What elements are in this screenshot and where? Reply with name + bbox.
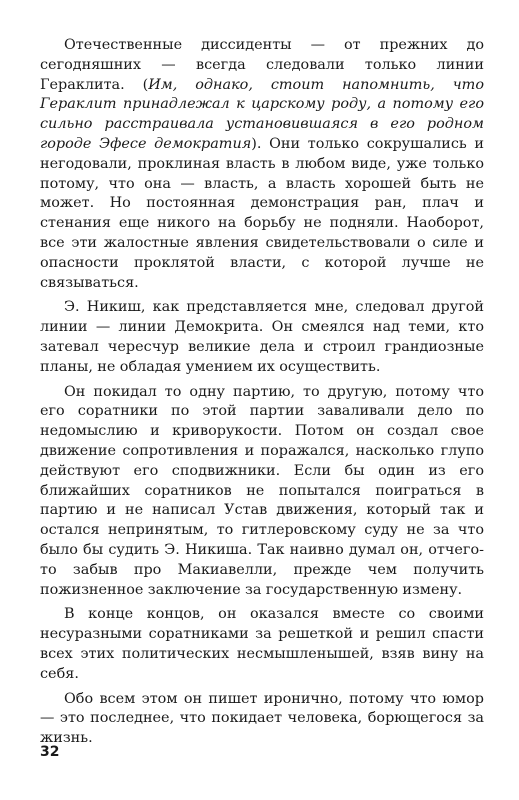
- paragraph-3: [40, 383, 484, 601]
- paragraph-5-text: Обо всем этом он пишет иронично, потому что юмор — это последнее, что покидает человека, борющегося за жизнь.: [40, 690, 484, 747]
- paragraph-1-part-1: Отечественные диссиденты — от прежних до сегодняшних — всегда следовали только линии Гераклита. (: [40, 37, 484, 93]
- paragraph-2: [40, 298, 484, 377]
- paragraph-2-text: Э. Никиш, как представляется мне, следовал другой линии — линии Демокрита. Он смеялся над теми, кто затевал чересчур великие дела и строил грандиозные планы, не обладая умением их осуществить.: [40, 299, 484, 375]
- paragraph-1-part-3: ). Они только сокрушались и негодовали, проклиная власть в любом виде, уже только потому, что она — власть, а власть хорошей быть не может. Но постоянная демонстрация ран, плач и стенания еще никого на борьбу не подняли. Наоборот, все эти жалостные явления свидетельствовали о силе и опасности проклятой власти, с которой лучше не связываться.: [40, 135, 484, 291]
- paragraph-4-text: В конце концов, он оказался вместе со своими несуразными соратниками за решеткой и решил спасти всех этих политических несмышленышей, взяв вину на себя.: [40, 606, 484, 682]
- paragraph-3-text: Он покидал то одну партию, то другую, потому что его соратники по этой партии заваливали дело по недомыслию и криворукости. Потом он создал свое движение сопротивления и поражался, насколько глупо действуют его сподвижники. Если бы один из его ближайших соратников не попытался поиграться в партию и не написал Устав движения, который так и остался непринятым, то гитлеровскому суду не за что было бы судить Э. Никиша. Так наивно думал он, отчего-то забыв про Макиавелли, прежде чем получить пожизненное заключение за государственную измену.: [40, 383, 484, 598]
- paragraph-4: [40, 605, 484, 684]
- page-number: 32: [40, 744, 60, 760]
- paragraph-1: [40, 36, 484, 293]
- paragraph-5: [40, 690, 484, 749]
- paragraph-1-italic-aside: Им, однако, стоит напомнить, что Гераклит принадлежал к царскому роду, а потому его сильно расстраивала установившаяся в его родном городе Эфесе демократия: [40, 76, 484, 152]
- page-body: [40, 36, 484, 776]
